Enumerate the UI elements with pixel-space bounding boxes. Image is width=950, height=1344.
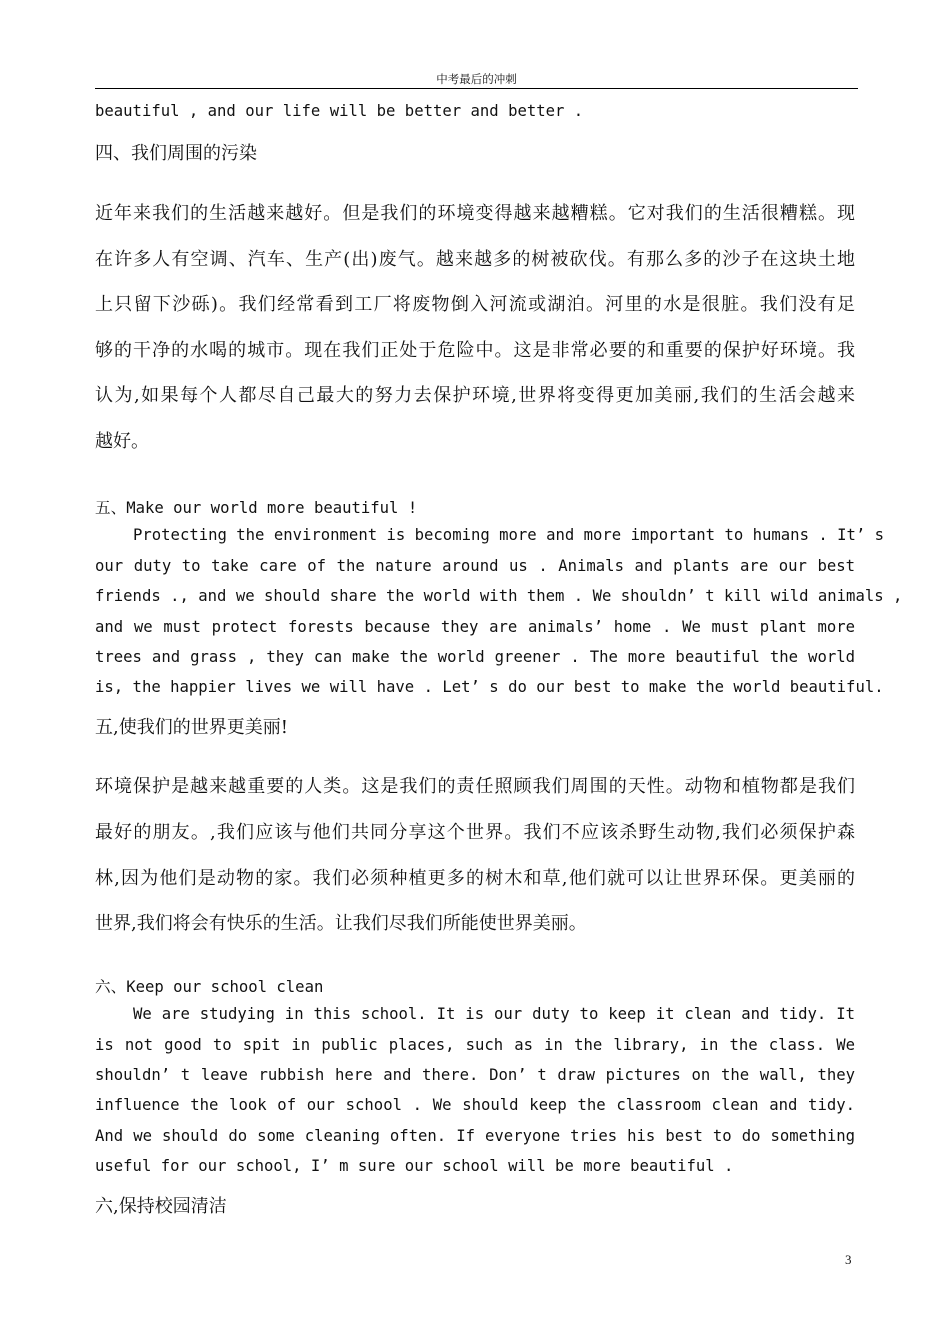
text-line: 最好的朋友。,我们应该与他们共同分享这个世界。我们不应该杀野生动物,我们必须保护森 xyxy=(95,822,855,843)
header-rule xyxy=(95,88,858,89)
text-line: useful for our school, I’ m sure our school will be more beautiful . xyxy=(95,1157,734,1175)
text-line: beautiful , and our life will be better and better . xyxy=(95,102,584,120)
text-line: is not good to spit in public places, such as in the library, in the class. We xyxy=(95,1036,855,1054)
text-line: 林,因为他们是动物的家。我们必须种植更多的树木和草,他们就可以让世界环保。更美丽的 xyxy=(95,868,855,889)
running-header: 中考最后的冲刺 xyxy=(436,72,517,86)
text-line: 世界,我们将会有快乐的生活。让我们尽我们所能使世界美丽。 xyxy=(95,913,587,934)
section-heading: 四、我们周围的污染 xyxy=(95,143,257,164)
section-heading: 五、Make our world more beautiful ! xyxy=(95,499,418,517)
text-line: 近年来我们的生活越来越好。但是我们的环境变得越来越糟糕。它对我们的生活很糟糕。现 xyxy=(95,203,855,224)
text-line: our duty to take care of the nature around us . Animals and plants are our best xyxy=(95,557,855,575)
section-heading: 五,使我们的世界更美丽! xyxy=(95,717,288,738)
text-line: 环境保护是越来越重要的人类。这是我们的责任照顾我们周围的天性。动物和植物都是我们 xyxy=(95,776,855,797)
text-line: shouldn’ t leave rubbish here and there. Don’ t draw pictures on the wall, they xyxy=(95,1066,855,1084)
text-line: And we should do some cleaning often. If everyone tries his best to do something xyxy=(95,1127,855,1145)
section-heading: 六、Keep our school clean xyxy=(95,978,324,996)
text-line: 认为,如果每个人都尽自己最大的努力去保护环境,世界将变得更加美丽,我们的生活会越来 xyxy=(95,385,855,406)
text-line: is, the happier lives we will have . Let’ s do our best to make the world beautiful. xyxy=(95,678,884,696)
text-line: 够的干净的水喝的城市。现在我们正处于危险中。这是非常必要的和重要的保护好环境。我 xyxy=(95,340,855,361)
text-line: influence the look of our school . We should keep the classroom clean and tidy. xyxy=(95,1096,855,1114)
text-line: 越好。 xyxy=(95,431,149,452)
text-line: trees and grass , they can make the world greener . The more beautiful the world xyxy=(95,648,855,666)
page-number: 3 xyxy=(845,1252,852,1267)
text-line: friends ., and we should share the world with them . We shouldn’ t kill wild animals , xyxy=(95,587,903,605)
text-line: We are studying in this school. It is our duty to keep it clean and tidy. It xyxy=(133,1005,855,1023)
text-line: Protecting the environment is becoming more and more important to humans . It’ s xyxy=(133,526,885,544)
section-heading: 六,保持校园清洁 xyxy=(95,1196,227,1217)
text-line: 在许多人有空调、汽车、生产(出)废气。越来越多的树被砍伐。有那么多的沙子在这块土地 xyxy=(95,249,855,270)
text-line: and we must protect forests because they are animals’ home . We must plant more xyxy=(95,618,855,636)
text-line: 上只留下沙砾)。我们经常看到工厂将废物倒入河流或湖泊。河里的水是很脏。我们没有足 xyxy=(95,294,855,315)
